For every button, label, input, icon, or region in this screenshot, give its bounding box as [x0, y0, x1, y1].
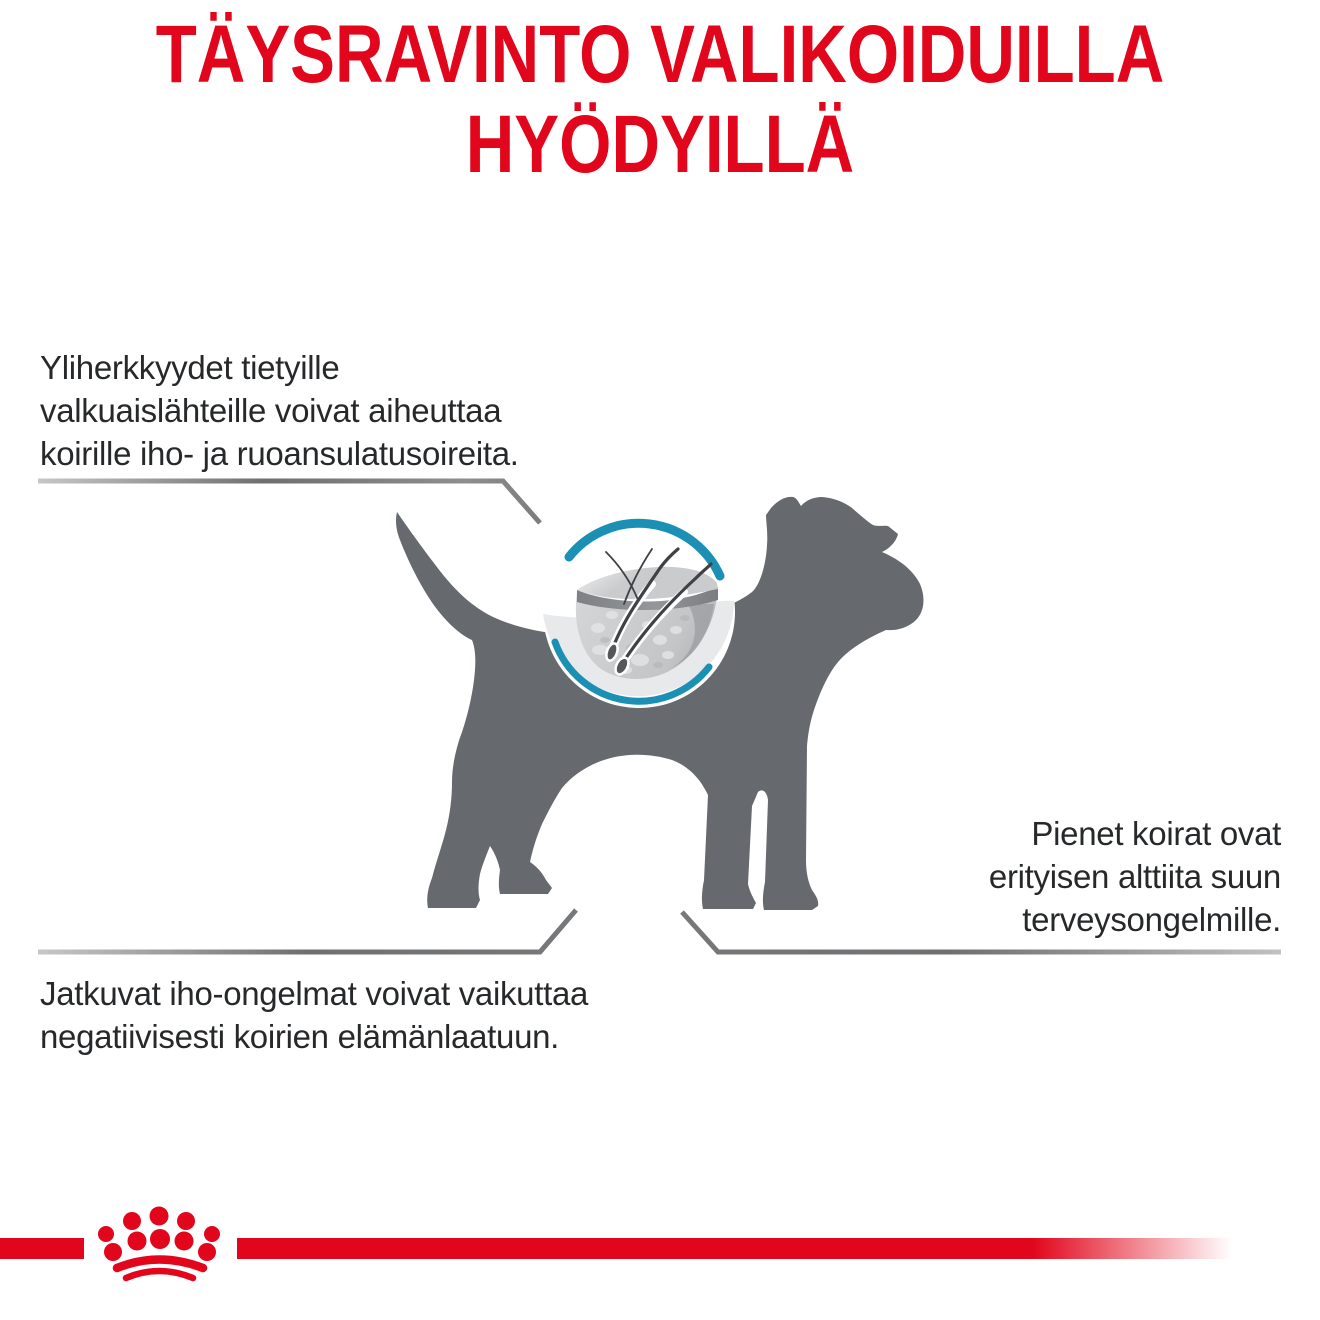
annotation-allergy: [40, 346, 519, 475]
annotation-oral-health: [989, 812, 1281, 941]
callout-line-skin: [38, 910, 576, 952]
callout-line-allergy: [38, 481, 540, 523]
annotation-oral-line3: terveysongelmille.: [1022, 901, 1281, 938]
annotation-skin-line1: Jatkuvat iho-ongelmat voivat vaikuttaa: [40, 975, 589, 1012]
annotation-skin-line2: negatiivisesti koirien elämänlaatuun.: [40, 1018, 560, 1055]
title-line-2: HYÖDYILLÄ: [465, 99, 855, 190]
page-title: [119, 10, 1201, 190]
brand-divider-line-left: [0, 1238, 84, 1259]
annotation-allergy-line2: valkuaislähteille voivat aiheuttaa: [40, 392, 502, 429]
annotation-allergy-line1: Yliherkkyydet tietyille: [40, 349, 340, 386]
brand-divider-line-right: [237, 1238, 1232, 1259]
annotation-oral-line1: Pienet koirat ovat: [1031, 815, 1281, 852]
skin-inset-circle: [543, 516, 735, 708]
paw-crown-logo-icon: [98, 1207, 220, 1279]
brand-footer: [0, 1207, 1232, 1279]
title-line-1: TÄYSRAVINTO VALIKOIDUILLA: [155, 9, 1165, 100]
annotation-oral-line2: erityisen alttiita suun: [988, 858, 1281, 895]
annotation-skin-problems: [40, 972, 588, 1058]
annotation-allergy-line3: koirille iho- ja ruoansulatusoireita.: [40, 435, 519, 472]
